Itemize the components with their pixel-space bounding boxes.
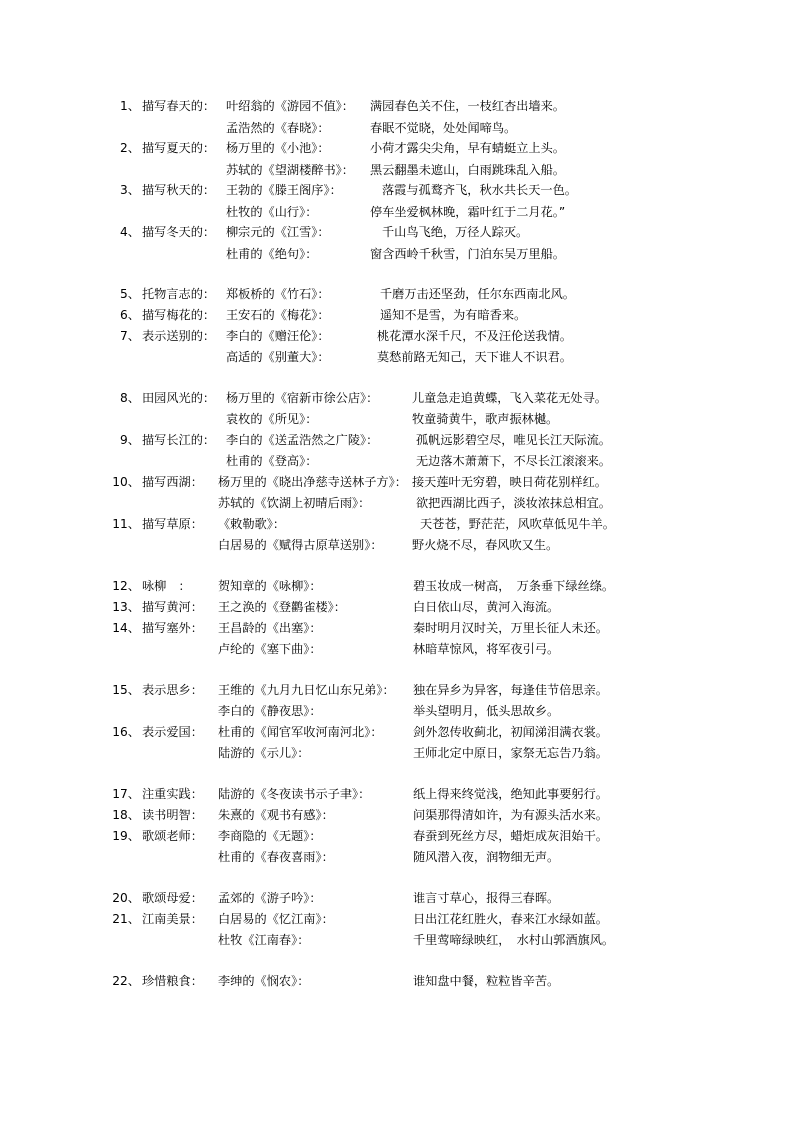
poem-source: 杜甫的《春夜喜雨》： (218, 850, 334, 864)
poem-entry-line (0, 347, 794, 367)
poem-source: 《敕勒歌》： (218, 517, 286, 531)
poem-entry-line (0, 888, 794, 908)
poem-verse: 莫愁前路无知己，天下谁人不识君。 (377, 350, 572, 364)
poem-entry-line (0, 847, 794, 867)
poem-source: 袁枚的《所见》： (226, 412, 318, 426)
poem-source: 李白的《送孟浩然之广陵》： (226, 433, 379, 447)
poem-verse: 千里莺啼绿映红， 水村山郭酒旗风。 (413, 933, 615, 947)
entry-number: 9、 (120, 433, 140, 447)
poem-source: 高适的《别董大》： (226, 350, 330, 364)
poem-verse: 孤帆远影碧空尽，唯见长江天际流。 (416, 433, 611, 447)
entry-topic: 注重实践： (142, 787, 203, 801)
poem-source: 叶绍翁的《游园不值》： (226, 99, 354, 113)
poem-entry-line (0, 388, 794, 408)
entry-topic: 描写西湖： (142, 475, 203, 489)
entry-number: 14、 (112, 621, 140, 635)
poem-verse: 儿童急走追黄蝶，飞入菜花无处寻。 (412, 391, 607, 405)
poem-verse: 独在异乡为异客，每逢佳节倍思亲。 (413, 683, 608, 697)
poem-entry-line (0, 514, 794, 534)
poem-verse: 春蚕到死丝方尽，蜡炬成灰泪始干。 (413, 829, 608, 843)
entry-number: 22、 (112, 974, 140, 988)
poem-entry-line (0, 826, 794, 846)
entry-number: 17、 (112, 787, 140, 801)
entry-topic: 表示送别的： (142, 329, 216, 343)
poem-entry-line (0, 430, 794, 450)
poem-source: 白居易的《忆江南》： (218, 912, 334, 926)
poem-entry-line (0, 138, 794, 158)
entry-number: 15、 (112, 683, 140, 697)
entry-topic: 描写冬天的： (142, 225, 216, 239)
poem-verse: 黑云翻墨未遮山，白雨跳珠乱入船。 (370, 163, 565, 177)
poem-entry-line (0, 930, 794, 950)
poem-verse: 野火烧不尽，春风吹又生。 (412, 538, 559, 552)
poem-entry-line (0, 118, 794, 138)
poem-entry-line (0, 909, 794, 929)
poem-entry-line (0, 451, 794, 471)
poem-verse: 日出江花红胜火，春来江水绿如蓝。 (413, 912, 608, 926)
poem-verse: 欲把西湖比西子，淡妆浓抹总相宜。 (416, 496, 611, 510)
poem-verse: 千磨万击还坚劲，任尔东西南北风。 (380, 287, 575, 301)
entry-topic: 描写春天的： (142, 99, 216, 113)
poem-source: 杜甫的《绝句》： (226, 247, 318, 261)
poem-verse: 小荷才露尖尖角，早有蜻蜓立上头。 (370, 141, 565, 155)
poem-entry-line (0, 535, 794, 555)
poem-entry-line (0, 284, 794, 304)
poem-source: 苏轼的《望湖楼醉书》： (226, 163, 354, 177)
entry-topic: 珍惜粮食： (142, 974, 203, 988)
poem-source: 王之涣的《登鹳雀楼》： (218, 600, 346, 614)
entry-topic: 托物言志的： (142, 287, 216, 301)
poem-source: 李绅的《悯农》： (218, 974, 310, 988)
poem-source: 卢纶的《塞下曲》： (218, 642, 322, 656)
poem-verse: 牧童骑黄牛，歌声振林樾。 (412, 412, 559, 426)
entry-number: 13、 (112, 600, 140, 614)
poem-source: 杨万里的《宿新市徐公店》： (226, 391, 379, 405)
poem-entry-line (0, 409, 794, 429)
poem-entry-line (0, 96, 794, 116)
entry-topic: 歌颂母爱： (142, 891, 203, 905)
poem-entry-line (0, 222, 794, 242)
entry-number: 10、 (112, 475, 140, 489)
poem-source: 孟浩然的《春晓》： (226, 121, 330, 135)
entry-number: 20、 (112, 891, 140, 905)
entry-number: 12、 (112, 579, 140, 593)
poem-source: 王勃的《滕王阁序》： (226, 183, 342, 197)
poem-source: 杜牧《江南春》： (218, 933, 310, 947)
entry-number: 8、 (120, 391, 140, 405)
entry-number: 21、 (112, 912, 140, 926)
poem-source: 李白的《赠汪伦》： (226, 329, 330, 343)
poem-source: 郑板桥的《竹石》： (226, 287, 330, 301)
entry-number: 11、 (112, 517, 140, 531)
entry-number: 7、 (120, 329, 140, 343)
poem-verse: 谁言寸草心，报得三春晖。 (413, 891, 560, 905)
poem-verse: 停车坐爱枫林晚，霜叶红于二月花。” (370, 205, 566, 219)
poem-source: 杨万里的《小池》： (226, 141, 330, 155)
poem-entry-line (0, 701, 794, 721)
poem-verse: 落霞与孤鹜齐飞，秋水共长天一色。 (382, 183, 577, 197)
entry-topic: 描写梅花的： (142, 308, 216, 322)
poem-source: 王昌龄的《出塞》： (218, 621, 322, 635)
entry-topic: 表示思乡： (142, 683, 203, 697)
poem-entry-line (0, 202, 794, 222)
poem-entry-line (0, 680, 794, 700)
poem-verse: 谁知盘中餐，粒粒皆辛苦。 (413, 974, 560, 988)
entry-number: 4、 (120, 225, 140, 239)
entry-number: 19、 (112, 829, 140, 843)
poem-source: 陆游的《示儿》： (218, 746, 310, 760)
poem-verse: 剑外忽传收蓟北，初闻涕泪满衣裳。 (413, 725, 608, 739)
poem-entry-line (0, 597, 794, 617)
poem-source: 王安石的《梅花》： (226, 308, 330, 322)
entry-topic: 江南美景： (142, 912, 203, 926)
entry-topic: 描写夏天的： (142, 141, 216, 155)
poem-source: 杜甫的《登高》： (226, 454, 318, 468)
entry-topic: 描写黄河： (142, 600, 203, 614)
poem-source: 李商隐的《无题》： (218, 829, 322, 843)
poem-source: 杜甫的《闻官军收河南河北》： (218, 725, 383, 739)
entry-topic: 描写长江的： (142, 433, 216, 447)
entry-topic: 田园风光的： (142, 391, 216, 405)
poem-entry-line (0, 639, 794, 659)
poem-verse: 春眠不觉晓，处处闻啼鸟。 (370, 121, 517, 135)
poem-verse: 秦时明月汉时关，万里长征人未还。 (413, 621, 608, 635)
poem-verse: 接天莲叶无穷碧，映日荷花别样红。 (412, 475, 607, 489)
entry-number: 18、 (112, 808, 140, 822)
poem-verse: 无边落木萧萧下，不尽长江滚滚来。 (416, 454, 611, 468)
poem-source: 杨万里的《晓出净慈寺送林子方》： (218, 475, 407, 489)
poem-entry-line (0, 743, 794, 763)
poem-entry-line (0, 618, 794, 638)
poem-verse: 王师北定中原日，家祭无忘告乃翁。 (413, 746, 608, 760)
entry-topic: 描写草原： (142, 517, 203, 531)
poem-source: 陆游的《冬夜读书示子聿》： (218, 787, 371, 801)
poem-entry-line (0, 493, 794, 513)
poem-verse: 天苍苍，野茫茫，风吹草低见牛羊。 (420, 517, 615, 531)
poem-entry-line (0, 784, 794, 804)
poem-source: 朱熹的《观书有感》： (218, 808, 334, 822)
poem-source: 孟郊的《游子吟》： (218, 891, 322, 905)
entry-number: 5、 (120, 287, 140, 301)
poem-verse: 举头望明月，低头思故乡。 (413, 704, 560, 718)
poem-verse: 林暗草惊风，将军夜引弓。 (413, 642, 560, 656)
entry-topic: 歌颂老师： (142, 829, 203, 843)
entry-number: 2、 (120, 141, 140, 155)
poem-entry-line (0, 326, 794, 346)
entry-number: 1、 (120, 99, 140, 113)
poem-entry-line (0, 576, 794, 596)
poem-entry-line (0, 722, 794, 742)
entry-topic: 描写塞外： (142, 621, 203, 635)
poem-entry-line (0, 472, 794, 492)
entry-number: 6、 (120, 308, 140, 322)
poem-source: 贺知章的《咏柳》： (218, 579, 322, 593)
poem-verse: 桃花潭水深千尺，不及汪伦送我情。 (377, 329, 572, 343)
poem-entry-line (0, 305, 794, 325)
poem-entry-line (0, 971, 794, 991)
entry-topic: 咏柳 ： (142, 579, 191, 593)
poem-entry-line (0, 160, 794, 180)
entry-topic: 表示爱国： (142, 725, 203, 739)
poem-source: 苏轼的《饮湖上初晴后雨》： (218, 496, 371, 510)
poem-source: 白居易的《赋得古原草送别》： (218, 538, 383, 552)
poem-entry-line (0, 805, 794, 825)
poem-source: 柳宗元的《江雪》： (226, 225, 330, 239)
poem-source: 王维的《九月九日忆山东兄弟》： (218, 683, 395, 697)
entry-topic: 描写秋天的： (142, 183, 216, 197)
poem-entry-line (0, 180, 794, 200)
poem-source: 李白的《静夜思》： (218, 704, 322, 718)
poem-verse: 随风潜入夜，润物细无声。 (413, 850, 560, 864)
poem-verse: 遥知不是雪，为有暗香来。 (380, 308, 527, 322)
poem-verse: 窗含西岭千秋雪，门泊东吴万里船。 (370, 247, 565, 261)
poem-verse: 白日依山尽，黄河入海流。 (413, 600, 560, 614)
poem-verse: 纸上得来终觉浅，绝知此事要躬行。 (413, 787, 608, 801)
entry-number: 3、 (120, 183, 140, 197)
poem-verse: 碧玉妆成一树高， 万条垂下绿丝绦。 (413, 579, 615, 593)
entry-topic: 读书明智： (142, 808, 203, 822)
entry-number: 16、 (112, 725, 140, 739)
poem-verse: 千山鸟飞绝，万径人踪灭。 (382, 225, 529, 239)
poem-verse: 问渠那得清如许，为有源头活水来。 (413, 808, 608, 822)
poem-entry-line (0, 244, 794, 264)
poem-verse: 满园春色关不住，一枝红杏出墙来。 (370, 99, 565, 113)
poem-source: 杜牧的《山行》： (226, 205, 318, 219)
